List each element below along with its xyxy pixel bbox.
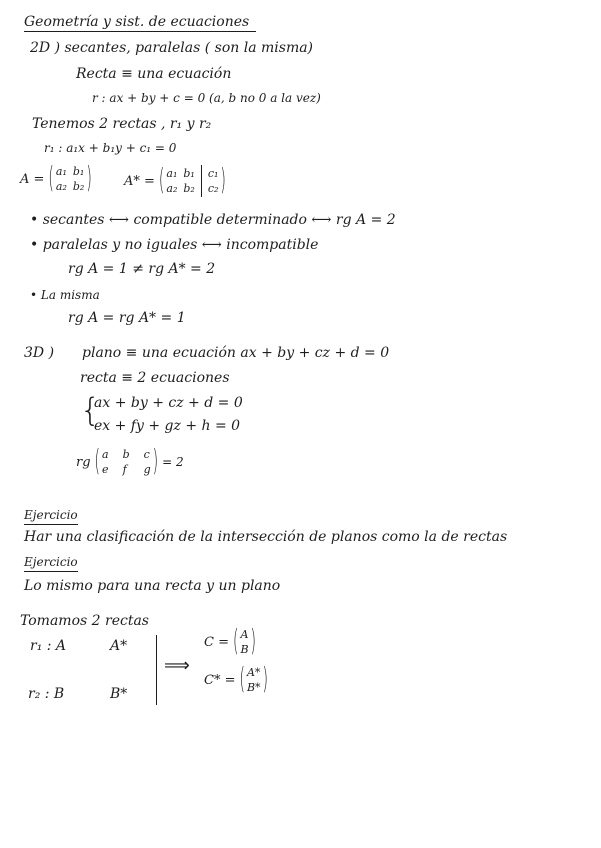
implies-arrow: ⟹ bbox=[164, 655, 190, 676]
matrix-cell: e bbox=[102, 463, 109, 476]
matrix-c-label: C = bbox=[204, 634, 229, 650]
right-paren: ) bbox=[250, 625, 257, 659]
r1-label: r₁ : A bbox=[30, 638, 67, 654]
left-paren: ( bbox=[48, 162, 54, 196]
rank-label: rg bbox=[76, 454, 91, 470]
matrix-cell: c bbox=[143, 448, 150, 461]
ejercicio-2-label: Ejercicio bbox=[24, 554, 78, 572]
matrix-cell: c₁ bbox=[207, 167, 219, 180]
matrix-a-label: A = bbox=[20, 171, 45, 187]
system-eq-2: ex + fy + gz + h = 0 bbox=[94, 418, 241, 434]
matrix-cell: f bbox=[122, 463, 127, 476]
matrix-cell: B bbox=[240, 643, 249, 656]
matrix-cell: a₂ bbox=[55, 180, 67, 193]
bullet-misma-eq: rg A = rg A* = 1 bbox=[68, 310, 186, 326]
divider-line bbox=[156, 635, 157, 705]
matrix-cell: a₁ bbox=[55, 165, 67, 178]
matrix-cell: B* bbox=[246, 681, 261, 694]
ejercicio-1-text: Har una clasificación de la intersección de planos como la de rectas bbox=[24, 529, 508, 545]
tomamos-heading: Tomamos 2 rectas bbox=[20, 613, 149, 629]
plano-definition: plano ≡ una ecuación ax + by + cz + d = 0 bbox=[82, 345, 390, 361]
ejercicio-2-text: Lo mismo para una recta y un plano bbox=[24, 578, 281, 594]
right-paren: ) bbox=[86, 162, 92, 196]
tenemos-line: Tenemos 2 rectas , r₁ y r₂ bbox=[32, 116, 212, 132]
r1-equation: r₁ : a₁x + b₁y + c₁ = 0 bbox=[44, 141, 177, 155]
recta-equation: r : ax + by + c = 0 (a, b no 0 a la vez) bbox=[92, 91, 321, 105]
matrix-cell: a bbox=[102, 448, 109, 461]
bullet-paralelas-eq: rg A = 1 ≠ rg A* = 2 bbox=[68, 261, 216, 277]
right-paren: ) bbox=[152, 445, 159, 479]
left-paren: ( bbox=[158, 164, 165, 198]
ejercicio-1-label: Ejercicio bbox=[24, 507, 78, 525]
left-paren: ( bbox=[94, 445, 101, 479]
bullet-secantes: • secantes ⟷ compatible determinado ⟷ rg A = 2 bbox=[30, 212, 396, 228]
matrix-c bbox=[204, 625, 257, 659]
recta-definition: Recta ≡ una ecuación bbox=[76, 66, 232, 82]
matrix-cell: c₂ bbox=[207, 182, 219, 195]
bullet-misma: • La misma bbox=[30, 288, 100, 302]
recta-3d-definition: recta ≡ 2 ecuaciones bbox=[80, 370, 230, 386]
rank-matrix bbox=[76, 445, 184, 479]
matrix-a-star bbox=[124, 165, 227, 197]
right-paren: ) bbox=[220, 164, 226, 198]
matrix-cell: a₁ bbox=[166, 167, 178, 180]
matrix-c-star-label: C* = bbox=[204, 672, 236, 688]
matrix-cell: b₂ bbox=[72, 180, 85, 193]
matrix-a bbox=[20, 162, 93, 196]
matrix-cell: g bbox=[143, 463, 151, 476]
matrix-cell: A* bbox=[246, 666, 261, 679]
left-paren: ( bbox=[232, 625, 239, 659]
section-3d-heading: 3D ) bbox=[24, 345, 55, 361]
system-eq-1: ax + by + cz + d = 0 bbox=[94, 395, 243, 411]
system-brace: { bbox=[80, 391, 101, 429]
r1-star: A* bbox=[110, 638, 128, 654]
augment-divider bbox=[201, 165, 202, 197]
right-paren: ) bbox=[262, 663, 269, 697]
matrix-cell: b₁ bbox=[183, 167, 195, 180]
r2-label: r₂ : B bbox=[28, 686, 65, 702]
bullet-paralelas: • paralelas y no iguales ⟷ incompatible bbox=[30, 237, 319, 253]
matrix-cell: A bbox=[240, 628, 249, 641]
matrix-cell: b bbox=[122, 448, 130, 461]
left-paren: ( bbox=[239, 663, 245, 697]
matrix-cell: b₂ bbox=[183, 182, 195, 195]
section-2d-heading: 2D ) secantes, paralelas ( son la misma) bbox=[30, 40, 314, 56]
page-title: Geometría y sist. de ecuaciones bbox=[24, 14, 256, 32]
matrix-cell: b₁ bbox=[72, 165, 85, 178]
matrix-cell: a₂ bbox=[166, 182, 178, 195]
r2-star: B* bbox=[110, 686, 128, 702]
matrix-c-star bbox=[204, 663, 269, 697]
rank-result: = 2 bbox=[162, 455, 184, 469]
matrix-a-star-label: A* = bbox=[124, 173, 155, 189]
